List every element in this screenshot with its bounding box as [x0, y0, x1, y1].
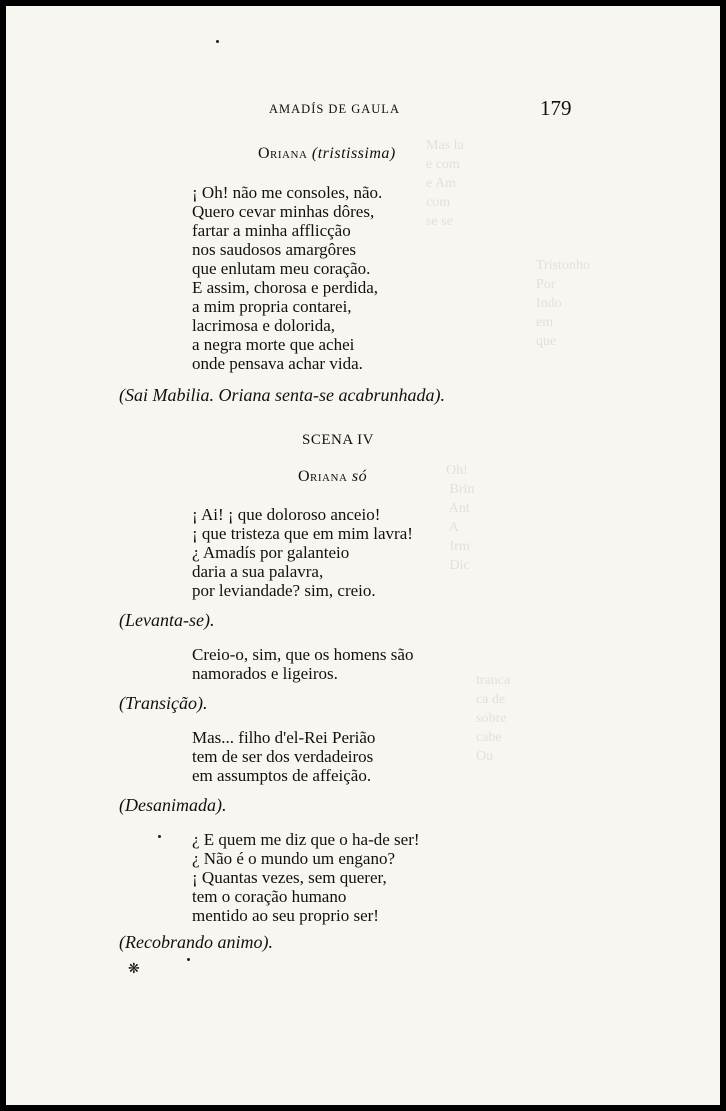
verse-line: tem de ser dos verdadeiros — [192, 747, 374, 766]
speaker-direction: só — [351, 468, 368, 485]
bleed-through-decoration: Oh! Brin Ant A Irm Dic — [446, 463, 475, 573]
ink-speck — [216, 40, 219, 43]
verse-line: namorados e ligeiros. — [192, 664, 338, 683]
speaker-name: Oriana — [258, 145, 308, 162]
verse-line: ¡ Oh! não me consoles, não. — [192, 183, 383, 202]
scene-heading: SCENA IV — [302, 432, 374, 448]
stage-direction: (Recobrando animo). — [119, 932, 273, 952]
ink-speck — [187, 958, 190, 961]
verse-line: fartar a minha afflicção — [192, 221, 351, 240]
verse-line: mentido ao seu proprio ser! — [192, 906, 379, 925]
stage-direction: (Levanta-se). — [119, 610, 215, 630]
verse-line: ¿ E quem me diz que o ha-de ser! — [192, 830, 420, 849]
ink-speck — [158, 835, 161, 838]
stanza-4 — [192, 728, 375, 785]
verse-line: Mas... filho d'el-Rei Perião — [192, 728, 376, 747]
verse-line: a negra morte que achei — [192, 335, 355, 354]
running-title: AMADÍS DE GAULA — [269, 102, 400, 116]
verse-line: ¿ Não é o mundo um engano? — [192, 849, 395, 868]
speaker-heading-2 — [298, 468, 367, 486]
verse-line: ¡ Quantas vezes, sem querer, — [192, 868, 387, 887]
stage-direction: (Transição). — [119, 693, 208, 713]
verse-line: que enlutam meu coração. — [192, 259, 371, 278]
stanza-2 — [192, 505, 413, 600]
speaker-direction: (tristissima) — [311, 145, 396, 162]
page-number: 179 — [540, 96, 572, 120]
verse-line: daria a sua palavra, — [192, 562, 324, 581]
bleed-through-decoration: tranca ca de sobre cabe Ou — [476, 673, 511, 764]
stage-direction: (Desanimada). — [119, 795, 227, 815]
verse-line: ¡ que tristeza que em mim lavra! — [192, 524, 413, 543]
verse-line: lacrimosa e dolorida, — [192, 316, 336, 335]
verse-line: nos saudosos amargôres — [192, 240, 356, 259]
verse-line: Creio-o, sim, que os homens são — [192, 645, 414, 664]
speaker-name: Oriana — [298, 468, 348, 485]
speaker-heading-1 — [258, 145, 396, 163]
verse-line: E assim, chorosa e perdida, — [192, 278, 378, 297]
verse-line: onde pensava achar vida. — [192, 354, 363, 373]
verse-line: ¡ Ai! ¡ que doloroso anceio! — [192, 505, 381, 524]
verse-line: Quero cevar minhas dôres, — [192, 202, 375, 221]
stanza-5 — [192, 830, 420, 925]
verse-line: em assumptos de affeição. — [192, 766, 372, 785]
stage-direction: (Sai Mabilia. Oriana senta-se acabrunhada). — [119, 385, 445, 405]
verse-line: ¿ Amadís por galanteio — [192, 543, 350, 562]
stanza-3 — [192, 645, 413, 683]
bleed-through-decoration: Tristonho Por Indo em que — [536, 258, 590, 349]
bleed-through-decoration: Mas la e com e Am com se se — [426, 138, 464, 229]
printer-ornament: ❋ — [128, 962, 140, 977]
verse-line: tem o coração humano — [192, 887, 347, 906]
page-header — [6, 96, 720, 124]
verse-line: por leviandade? sim, creio. — [192, 581, 376, 600]
stanza-1 — [192, 183, 382, 373]
verse-line: a mim propria contarei, — [192, 297, 352, 316]
book-page — [6, 6, 720, 1105]
